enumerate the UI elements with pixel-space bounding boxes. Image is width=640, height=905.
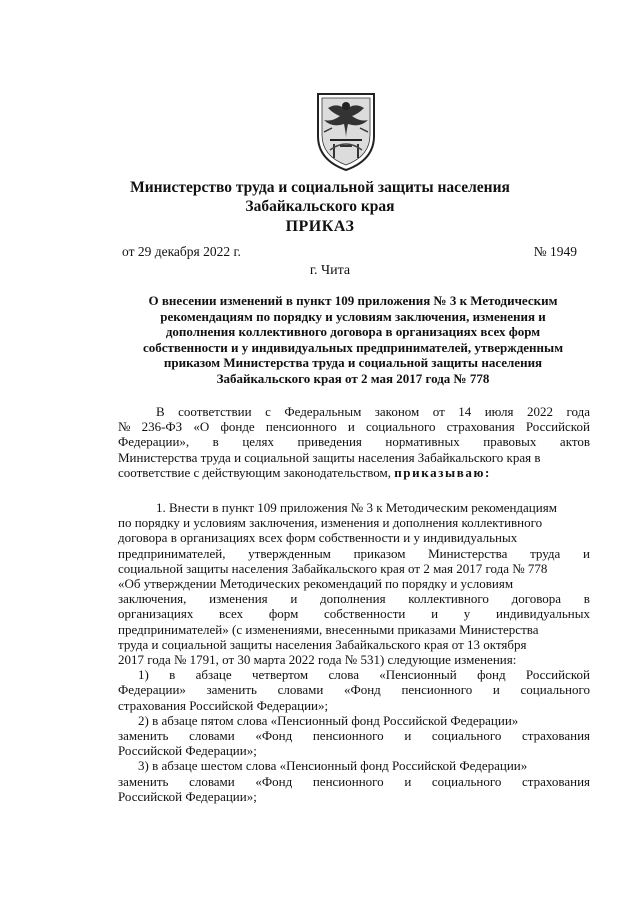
word: приведения [297,434,362,450]
word: с [265,404,271,419]
coat-of-arms-icon [310,88,382,174]
preamble-paragraph [118,404,590,480]
word: социального [520,682,590,698]
document-type: ПРИКАЗ [285,218,355,235]
word: года [566,404,590,419]
text-line: труда и социальной защиты населения Забайкальского края от 13 октября [118,636,527,652]
word: 2022 [526,404,553,419]
word: и [347,419,355,435]
word: «Фонд [255,773,293,789]
word: словами [277,682,324,698]
word: пенсионного [312,728,384,744]
ministry-name-line1: Министерство труда и социальной защиты населения [130,179,510,196]
order-keyword: приказываю: [394,464,491,480]
document-date: от 29 декабря 2022 г. [122,244,241,259]
main-paragraph [118,500,590,804]
title-line: О внесении изменений в пункт 109 приложения № 3 к Методическим [148,293,558,308]
word: приказом [353,545,406,561]
word: нормативных [385,434,460,450]
word: актов [559,434,590,450]
word: В [156,404,165,419]
word: июля [484,404,514,419]
document-city: г. Чита [309,263,351,278]
word: 1) [138,667,149,683]
text-line [118,465,590,480]
word: и [404,773,412,789]
title-line: Забайкальского края от 2 мая 2017 года № 778 [216,370,490,386]
word: у [463,606,471,622]
word: «Фонд [255,728,293,744]
word: заменить [206,682,257,698]
text-line [118,546,590,561]
word: страхования [446,419,515,435]
word: соответствии [178,404,252,419]
word: Министерства [428,545,508,561]
word: страхования [521,773,590,789]
text-line: договора в организациях всех форм собственности и у индивидуальных [118,530,518,546]
word: целях [242,434,275,450]
text-line [118,419,590,434]
word: Федерации» [118,682,186,698]
word: «Фонд [343,682,381,698]
word: «О [193,419,210,435]
text-line [118,667,590,682]
document-number: № 1949 [533,244,577,259]
word: четвертом [252,667,309,683]
word: абзаце [195,667,232,683]
word: индивидуальных [495,606,590,622]
title-line: дополнения коллективного договора в организациях всех форм [165,324,541,340]
word: 14 [458,404,472,419]
word: слова [328,667,359,683]
ministry-name-line2: Забайкальского края [245,198,395,215]
word: заменить [118,728,169,744]
text-line: предпринимателей» (с изменениями, внесенными приказами Министерства [118,621,539,637]
text-line: социальной защиты населения Забайкальского края от 2 мая 2017 года № 778 [118,560,548,576]
word: организациях [118,606,194,622]
title-line: собственности и у индивидуальных предпринимателей, утвержденным [142,339,564,355]
text-line: Министерства труда и социальной защиты населения Забайкальского края в [118,449,541,465]
text-line: «Об утверждении Методических рекомендаций по порядку и условиям [118,576,514,592]
text-line [118,682,590,697]
word: договора [511,591,562,607]
text-line [118,591,590,606]
word: социального [431,773,502,789]
word: всех [219,606,244,622]
word: и [492,682,500,698]
word: заключения, [118,591,187,607]
document-title [118,293,588,387]
word: в [583,591,590,607]
text-line: 2017 года № 1791, от 30 марта 2022 года № 531) следующие изменения: [118,652,517,668]
word: утвержденным [248,545,331,561]
word: и [582,545,590,561]
word: дополнения [320,591,386,607]
word: фонд [477,667,506,683]
word: и [404,728,412,744]
word: 236-ФЗ [141,419,183,435]
word: и [290,591,298,607]
word: труда [530,545,561,561]
word: и [431,606,439,622]
word: пенсионного [401,682,473,698]
title-line: приказом Министерства труда и социальной защиты населения [163,355,543,371]
text-line [118,404,590,419]
word: в [169,667,176,683]
text-span: соответствие с действующим законодательством, [118,464,391,480]
word: словами [189,773,235,789]
word: заменить [118,773,169,789]
text-line: 3) в абзаце шестом слова «Пенсионный фонд Российской Федерации» [138,758,528,774]
word: собственности [324,606,406,622]
text-line: страхования Российской Федерации»; [118,697,329,713]
word: социального [366,419,436,435]
word: Федерации», [118,434,190,450]
word: предпринимателей, [118,545,226,561]
word: изменения [209,591,268,607]
title-line: рекомендациям по порядку и условиям заключения, изменения и [160,308,546,324]
word: законом [374,404,420,419]
word: пенсионного [265,419,337,435]
word: Российской [525,419,590,435]
text-line: 2) в абзаце пятом слова «Пенсионный фонд Российской Федерации» [138,712,519,728]
word: словами [189,728,235,744]
word: коллективного [408,591,489,607]
text-line: по порядку и условиям заключения, изменения и дополнения коллективного [118,515,543,531]
word: пенсионного [312,773,384,789]
text-line [118,728,590,743]
word: Российской [525,667,590,683]
text-line [118,434,590,449]
text-line: Российской Федерации»; [118,788,257,804]
word: в [212,434,219,450]
word: форм [268,606,299,622]
word: «Пенсионный [379,667,457,683]
word: Федеральным [284,404,362,419]
word: страхования [521,728,590,744]
word: фонде [220,419,255,435]
text-line [118,606,590,621]
word: № [118,419,131,435]
text-line: 1. Внести в пункт 109 приложения № 3 к Методическим рекомендациям [156,500,557,515]
word: от [432,404,445,419]
word: социального [431,728,502,744]
text-line [118,774,590,789]
word: правовых [483,434,537,450]
text-line: Российской Федерации»; [118,743,257,759]
